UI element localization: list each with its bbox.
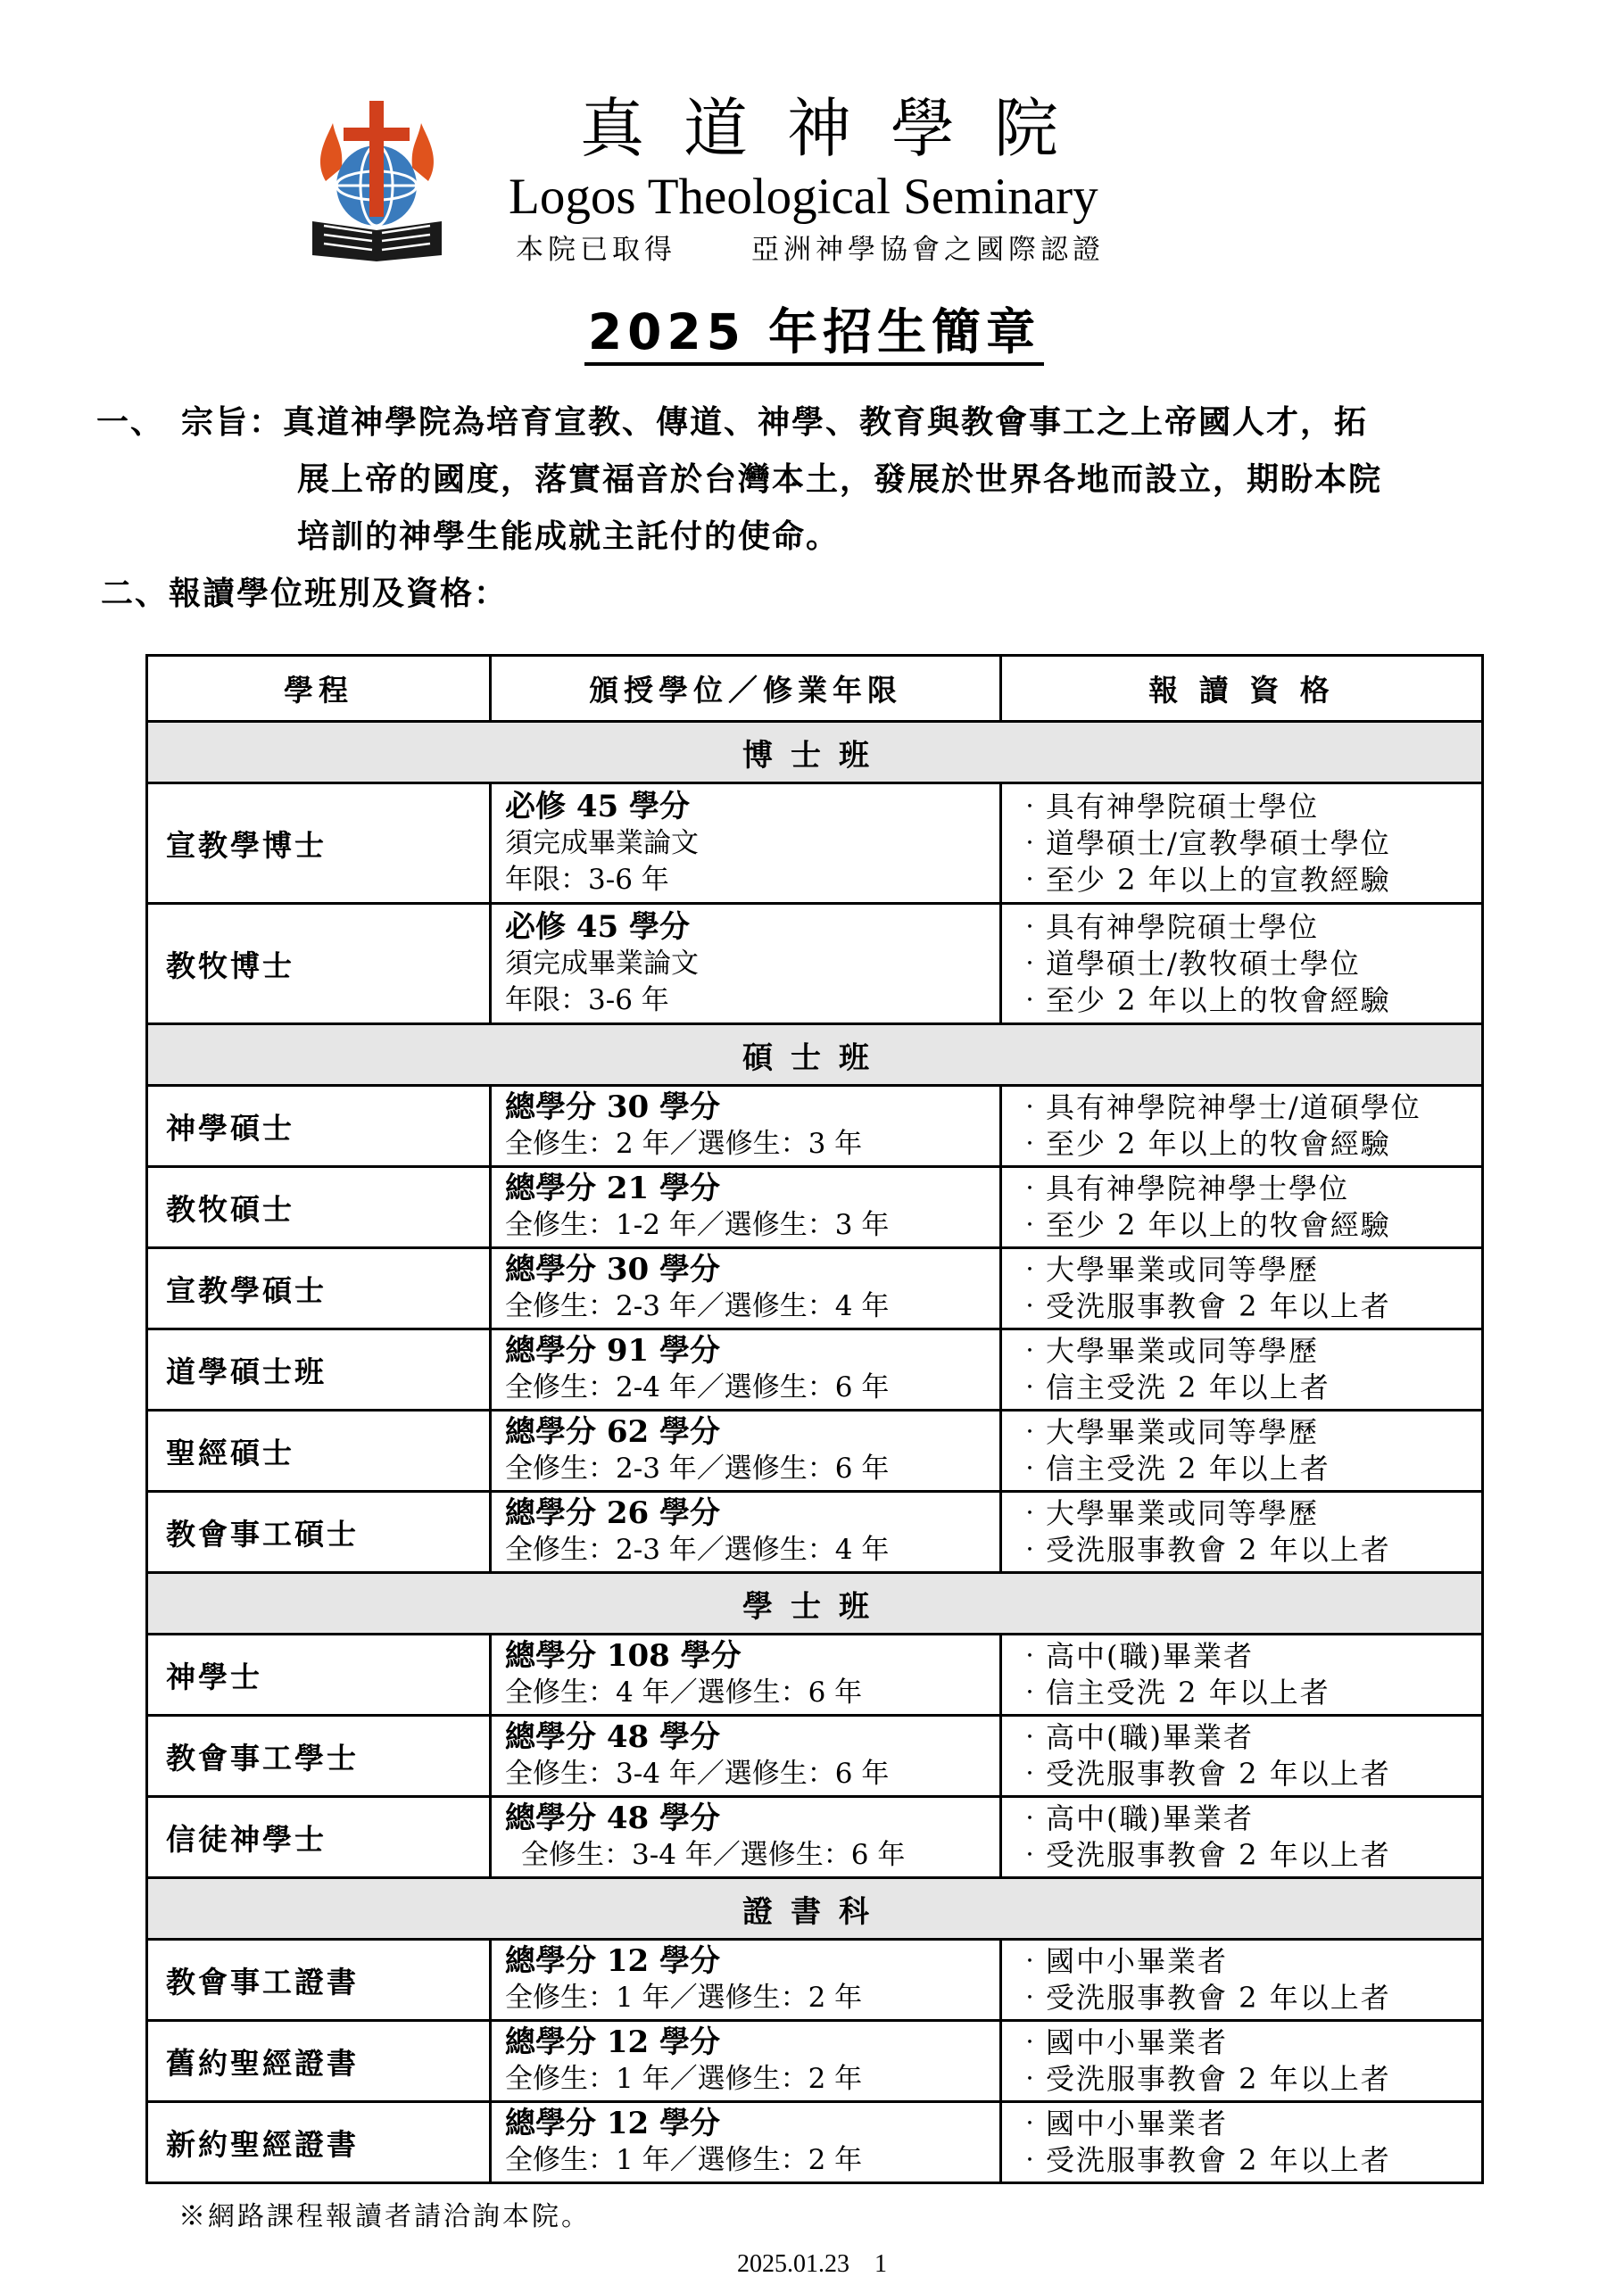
credit-requirement: 必修 45 學分 bbox=[505, 788, 690, 824]
table-row bbox=[147, 1329, 1483, 1411]
credit-requirement: 總學分 30 學分 bbox=[505, 1089, 720, 1125]
requirements-cell bbox=[1001, 1167, 1483, 1248]
degree-detail: 須完成畢業論文 bbox=[505, 947, 699, 980]
table-row bbox=[147, 1086, 1483, 1167]
degree-detail: 全修生：1-2 年／選修生：3 年 bbox=[505, 1209, 890, 1241]
section-row bbox=[147, 722, 1483, 783]
credit-requirement: 必修 45 學分 bbox=[505, 908, 690, 945]
credit-requirement: 總學分 12 學分 bbox=[505, 1943, 720, 1979]
requirement-item: ‧道學碩士/教牧碩士學位 bbox=[1015, 946, 1361, 981]
admissions-table-wrapper bbox=[145, 654, 1481, 2184]
footer-date: 2025.01.23 bbox=[737, 2250, 849, 2278]
degree-detail: 全修生：3-4 年／選修生：6 年 bbox=[505, 1758, 890, 1790]
page-footer bbox=[0, 2252, 1624, 2277]
program-name: 教會事工學士 bbox=[147, 1716, 491, 1797]
requirements-cell bbox=[1001, 2021, 1483, 2102]
school-name-en: Logos Theological Seminary bbox=[509, 169, 1098, 225]
credit-requirement: 總學分 12 學分 bbox=[505, 2106, 720, 2141]
requirement-item: ‧受洗服事教會 2 年以上者 bbox=[1015, 2062, 1391, 2096]
requirement-item: ‧至少 2 年以上的宣教經驗 bbox=[1015, 862, 1391, 897]
requirement-item: ‧至少 2 年以上的牧會經驗 bbox=[1015, 1127, 1391, 1161]
requirement-item: ‧受洗服事教會 2 年以上者 bbox=[1015, 1289, 1391, 1323]
table-row bbox=[147, 783, 1483, 904]
requirement-item: ‧高中(職)畢業者 bbox=[1015, 1720, 1254, 1754]
section2-title: 二、報讀學位班別及資格： bbox=[101, 575, 509, 612]
section-label: 碩士班 bbox=[147, 1024, 1483, 1086]
requirement-item: ‧受洗服事教會 2 年以上者 bbox=[1015, 1533, 1391, 1567]
degree-cell bbox=[491, 1635, 1001, 1716]
requirement-item: ‧國中小畢業者 bbox=[1015, 2025, 1229, 2059]
table-row bbox=[147, 1248, 1483, 1329]
requirements-cell bbox=[1001, 1329, 1483, 1411]
degree-cell bbox=[491, 1248, 1001, 1329]
table-row bbox=[147, 1940, 1483, 2021]
requirements-cell bbox=[1001, 1411, 1483, 1492]
degree-detail: 全修生：2-3 年／選修生：4 年 bbox=[505, 1290, 890, 1322]
requirement-item: ‧大學畢業或同等學歷 bbox=[1015, 1415, 1320, 1449]
table-header-row bbox=[147, 656, 1483, 722]
degree-cell bbox=[491, 1797, 1001, 1878]
section-row bbox=[147, 1024, 1483, 1086]
table-row bbox=[147, 1716, 1483, 1797]
section-label: 博士班 bbox=[147, 722, 1483, 783]
degree-cell bbox=[491, 1716, 1001, 1797]
requirements-cell bbox=[1001, 1940, 1483, 2021]
requirements-cell bbox=[1001, 1635, 1483, 1716]
requirement-item: ‧至少 2 年以上的牧會經驗 bbox=[1015, 982, 1391, 1017]
section1-line1: 宗旨：真道神學院為培育宣教、傳道、神學、教育與教會事工之上帝國人才，拓 bbox=[181, 403, 1369, 441]
requirement-item: ‧受洗服事教會 2 年以上者 bbox=[1015, 1757, 1391, 1791]
requirement-item: ‧大學畢業或同等學歷 bbox=[1015, 1253, 1320, 1287]
credit-requirement: 總學分 48 學分 bbox=[505, 1719, 720, 1755]
degree-detail: 全修生：4 年／選修生：6 年 bbox=[505, 1676, 863, 1709]
requirement-item: ‧國中小畢業者 bbox=[1015, 2107, 1229, 2140]
program-name: 神學士 bbox=[147, 1635, 491, 1716]
degree-detail: 全修生：2-3 年／選修生：4 年 bbox=[505, 1534, 890, 1566]
admissions-table bbox=[145, 654, 1484, 2184]
credit-requirement: 總學分 30 學分 bbox=[505, 1252, 720, 1287]
requirements-cell bbox=[1001, 1797, 1483, 1878]
requirement-item: ‧國中小畢業者 bbox=[1015, 1944, 1229, 1978]
program-name: 聖經碩士 bbox=[147, 1411, 491, 1492]
requirement-item: ‧高中(職)畢業者 bbox=[1015, 1639, 1254, 1673]
section-label: 學士班 bbox=[147, 1573, 1483, 1635]
section-label: 證書科 bbox=[147, 1878, 1483, 1940]
accreditation-left: 本院已取得 bbox=[516, 234, 676, 266]
degree-cell bbox=[491, 1167, 1001, 1248]
program-name: 信徒神學士 bbox=[147, 1797, 491, 1878]
degree-detail: 全修生：1 年／選修生：2 年 bbox=[505, 1982, 863, 2014]
table-row bbox=[147, 1797, 1483, 1878]
table-row bbox=[147, 1635, 1483, 1716]
credit-requirement: 總學分 62 學分 bbox=[505, 1414, 720, 1450]
program-name: 宣教學博士 bbox=[147, 783, 491, 904]
requirement-item: ‧受洗服事教會 2 年以上者 bbox=[1015, 1838, 1391, 1872]
degree-cell bbox=[491, 1086, 1001, 1167]
table-body bbox=[147, 722, 1483, 2183]
requirements-cell bbox=[1001, 1086, 1483, 1167]
school-name-cn: 真道神學院 bbox=[580, 91, 1098, 166]
degree-detail: 全修生：2 年／選修生：3 年 bbox=[505, 1128, 863, 1160]
requirements-cell bbox=[1001, 1248, 1483, 1329]
degree-detail: 全修生：2-4 年／選修生：6 年 bbox=[505, 1371, 890, 1403]
document-title: 2025 年招生簡章 bbox=[584, 302, 1044, 366]
requirement-item: ‧信主受洗 2 年以上者 bbox=[1015, 1452, 1330, 1486]
requirement-item: ‧高中(職)畢業者 bbox=[1015, 1801, 1254, 1835]
credit-requirement: 總學分 91 學分 bbox=[505, 1333, 720, 1369]
section1-line3: 培訓的神學生能成就主託付的使命。 bbox=[297, 517, 841, 555]
degree-detail: 全修生：1 年／選修生：2 年 bbox=[505, 2144, 863, 2176]
degree-cell bbox=[491, 1411, 1001, 1492]
program-name: 新約聖經證書 bbox=[147, 2102, 491, 2183]
credit-requirement: 總學分 108 學分 bbox=[505, 1638, 742, 1674]
requirements-cell bbox=[1001, 783, 1483, 904]
requirement-item: ‧大學畢業或同等學歷 bbox=[1015, 1334, 1320, 1368]
header-program: 學程 bbox=[147, 656, 491, 722]
program-name: 教牧碩士 bbox=[147, 1167, 491, 1248]
requirement-item: ‧信主受洗 2 年以上者 bbox=[1015, 1370, 1330, 1404]
credit-requirement: 總學分 12 學分 bbox=[505, 2024, 720, 2060]
header-degree: 頒授學位／修業年限 bbox=[491, 656, 1001, 722]
requirement-item: ‧受洗服事教會 2 年以上者 bbox=[1015, 1981, 1391, 2015]
header-requirements: 報 讀 資 格 bbox=[1001, 656, 1483, 722]
program-name: 教會事工證書 bbox=[147, 1940, 491, 2021]
school-logo-icon bbox=[308, 96, 446, 261]
requirement-item: ‧受洗服事教會 2 年以上者 bbox=[1015, 2143, 1391, 2177]
degree-cell bbox=[491, 2021, 1001, 2102]
degree-cell bbox=[491, 1940, 1001, 2021]
credit-requirement: 總學分 48 學分 bbox=[505, 1801, 720, 1836]
program-name: 舊約聖經證書 bbox=[147, 2021, 491, 2102]
requirement-item: ‧信主受洗 2 年以上者 bbox=[1015, 1676, 1330, 1710]
degree-detail: 年限：3-6 年 bbox=[505, 983, 669, 1016]
table-row bbox=[147, 1411, 1483, 1492]
requirement-item: ‧具有神學院碩士學位 bbox=[1015, 789, 1320, 824]
degree-detail: 全修生：2-3 年／選修生：6 年 bbox=[505, 1453, 890, 1485]
section1-number: 一、 bbox=[96, 403, 165, 441]
footer-page-number: 1 bbox=[874, 2250, 887, 2278]
requirement-item: ‧具有神學院神學士/道碩學位 bbox=[1015, 1090, 1421, 1124]
degree-cell bbox=[491, 904, 1001, 1024]
program-name: 道學碩士班 bbox=[147, 1329, 491, 1411]
requirement-item: ‧道學碩士/宣教學碩士學位 bbox=[1015, 825, 1391, 860]
table-row bbox=[147, 904, 1483, 1024]
degree-cell bbox=[491, 1329, 1001, 1411]
section-row bbox=[147, 1573, 1483, 1635]
requirement-item: ‧大學畢業或同等學歷 bbox=[1015, 1496, 1320, 1530]
requirements-cell bbox=[1001, 2102, 1483, 2183]
requirements-cell bbox=[1001, 1492, 1483, 1573]
table-row bbox=[147, 2102, 1483, 2183]
program-name: 教牧博士 bbox=[147, 904, 491, 1024]
requirement-item: ‧至少 2 年以上的牧會經驗 bbox=[1015, 1208, 1391, 1242]
footnote: ※網路課程報讀者請洽詢本院。 bbox=[178, 2201, 591, 2232]
degree-detail: 年限：3-6 年 bbox=[505, 863, 669, 896]
requirement-item: ‧具有神學院碩士學位 bbox=[1015, 909, 1320, 944]
degree-detail: 全修生：1 年／選修生：2 年 bbox=[505, 2063, 863, 2095]
requirements-cell bbox=[1001, 1716, 1483, 1797]
degree-detail: 須完成畢業論文 bbox=[505, 826, 699, 859]
degree-detail: 全修生：3-4 年／選修生：6 年 bbox=[521, 1839, 906, 1871]
table-row bbox=[147, 1167, 1483, 1248]
accreditation-right: 亞洲神學協會之國際認證 bbox=[751, 234, 1105, 266]
requirement-item: ‧具有神學院神學士學位 bbox=[1015, 1171, 1350, 1205]
degree-cell bbox=[491, 2102, 1001, 2183]
credit-requirement: 總學分 26 學分 bbox=[505, 1495, 720, 1531]
credit-requirement: 總學分 21 學分 bbox=[505, 1171, 720, 1206]
section1-line2: 展上帝的國度，落實福音於台灣本土，發展於世界各地而設立，期盼本院 bbox=[297, 460, 1383, 498]
program-name: 神學碩士 bbox=[147, 1086, 491, 1167]
program-name: 教會事工碩士 bbox=[147, 1492, 491, 1573]
table-row bbox=[147, 2021, 1483, 2102]
requirements-cell bbox=[1001, 904, 1483, 1024]
degree-cell bbox=[491, 1492, 1001, 1573]
section-row bbox=[147, 1878, 1483, 1940]
degree-cell bbox=[491, 783, 1001, 904]
table-row bbox=[147, 1492, 1483, 1573]
program-name: 宣教學碩士 bbox=[147, 1248, 491, 1329]
